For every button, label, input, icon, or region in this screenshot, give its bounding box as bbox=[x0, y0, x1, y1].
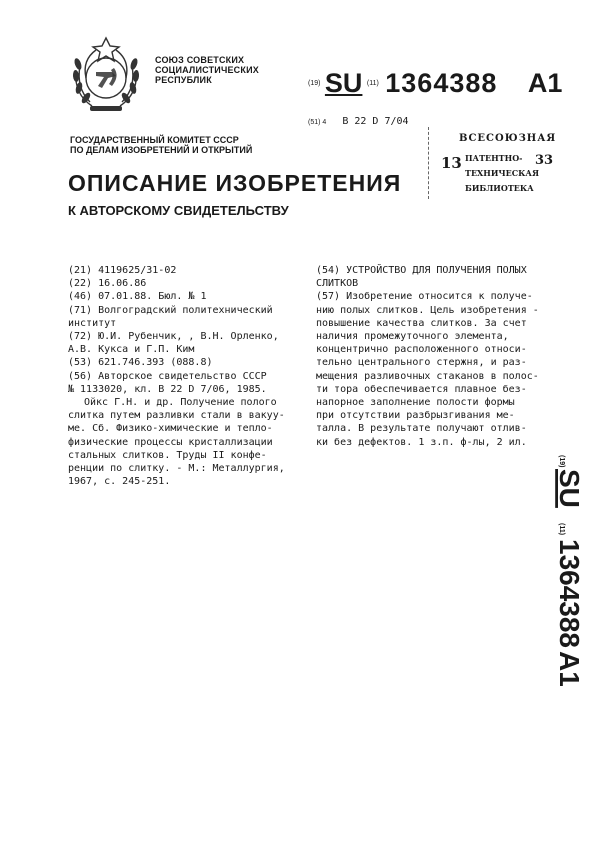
committee-line: ПО ДЕЛАМ ИЗОБРЕТЕНИЙ И ОТКРЫТИЙ bbox=[70, 145, 253, 155]
pub-number: 1364388 bbox=[385, 68, 498, 98]
biblio-line: физические процессы кристаллизации bbox=[68, 436, 273, 448]
committee-name bbox=[70, 135, 252, 155]
side-number: 1364388 bbox=[554, 539, 585, 649]
stamp-line: ПАТЕНТНО- bbox=[465, 153, 523, 163]
abstract-line: талла. В результате получают отлив- bbox=[316, 423, 527, 435]
biblio-line: № 1133020, кл. В 22 D 7/06, 1985. bbox=[68, 383, 267, 395]
document-title: ОПИСАНИЕ ИЗОБРЕТЕНИЯ bbox=[68, 170, 402, 196]
pub-code: (19) bbox=[308, 80, 321, 87]
biblio-line: институт bbox=[68, 317, 117, 329]
biblio-line: (21) 4119625/31-02 bbox=[68, 265, 177, 276]
abstract-line: концентрично расположенного относи- bbox=[316, 344, 527, 356]
pub-country: SU bbox=[324, 68, 363, 98]
biblio-line: А.В. Кукса и Г.П. Ким bbox=[68, 344, 195, 356]
abstract-line: тельно центрального стержня, и раз- bbox=[316, 357, 527, 369]
abstract-line: наличия промежуточного элемента, bbox=[316, 331, 509, 343]
invention-title-line: (54) УСТРОЙСТВО ДЛЯ ПОЛУЧЕНИЯ ПОЛЫХ bbox=[316, 265, 527, 276]
abstract-line: повышение качества слитков. За счет bbox=[316, 317, 527, 329]
pub-kind: A1 bbox=[527, 68, 563, 98]
biblio-line: Ойкс Г.Н. и др. Получение полого bbox=[84, 397, 277, 409]
country-line: СОЮЗ СОВЕТСКИХ bbox=[155, 55, 245, 65]
ussr-emblem-icon bbox=[62, 30, 150, 118]
biblio-line: (46) 07.01.88. Бюл. № 1 bbox=[68, 291, 207, 303]
document-subtitle: К АВТОРСКОМУ СВИДЕТЕЛЬСТВУ bbox=[68, 203, 289, 218]
library-stamp bbox=[428, 127, 559, 199]
publication-number bbox=[308, 68, 562, 99]
ipc-class: В 22 D 7/04 bbox=[342, 116, 409, 127]
biblio-line: (56) Авторское свидетельство СССР bbox=[68, 370, 267, 382]
num-code: (11) bbox=[366, 80, 379, 87]
abstract-line: ки без дефектов. 1 з.п. ф-лы, 2 ил. bbox=[316, 436, 527, 448]
abstract-line: (57) Изобретение относится к получе- bbox=[316, 291, 533, 303]
abstract-line: напорное заполнение полости формы bbox=[316, 397, 515, 409]
stamp-line: БИБЛИОТЕКА bbox=[465, 183, 534, 193]
abstract-line: при отсутствии разбрызгивания ме- bbox=[316, 410, 515, 422]
stamp-line: ТЕХНИЧЕСКАЯ bbox=[465, 168, 539, 178]
abstract-line: мещения разливочных стаканов в полос- bbox=[316, 370, 539, 382]
country-name bbox=[155, 55, 259, 85]
ipc-code: (51) 4 bbox=[308, 119, 327, 126]
stamp-line: ВСЕСОЮЗНАЯ bbox=[459, 133, 557, 144]
ipc-classification bbox=[308, 116, 409, 127]
biblio-line: (22) 16.06.86 bbox=[68, 278, 147, 290]
biblio-line: слитка путем разливки стали в вакуу- bbox=[68, 410, 285, 422]
side-code-19: (19) bbox=[558, 455, 565, 468]
biblio-line: стальных слитков. Труды II конфе- bbox=[68, 449, 267, 461]
biblio-line: 1967, с. 245-251. bbox=[68, 476, 171, 488]
biblio-line: ренции по слитку. - М.: Металлургия, bbox=[68, 463, 285, 475]
side-publication-number bbox=[520, 455, 585, 705]
invention-title-line: СЛИТКОВ bbox=[316, 278, 359, 290]
side-kind: A1 bbox=[554, 651, 585, 687]
abstract-line: нию полых слитков. Цель изобретения - bbox=[316, 304, 539, 316]
stamp-side-number: 33 bbox=[535, 153, 554, 168]
side-country: SU bbox=[554, 469, 585, 508]
country-line: СОЦИАЛИСТИЧЕСКИХ bbox=[155, 65, 259, 75]
biblio-line: (71) Волгоградский политехнический bbox=[68, 304, 273, 316]
biblio-line: ме. Сб. Физико-химические и тепло- bbox=[68, 423, 273, 435]
abstract bbox=[316, 264, 548, 449]
stamp-number: 13 bbox=[441, 154, 462, 172]
abstract-line: ти тора обеспечивается плавное без- bbox=[316, 383, 527, 395]
country-line: РЕСПУБЛИК bbox=[155, 75, 212, 85]
biblio-line: (72) Ю.И. Рубенчик, , В.Н. Орленко, bbox=[68, 331, 279, 343]
bibliographic-data bbox=[68, 264, 296, 488]
committee-line: ГОСУДАРСТВЕННЫЙ КОМИТЕТ СССР bbox=[70, 135, 239, 145]
side-code-11: (11) bbox=[558, 523, 565, 536]
biblio-line: (53) 621.746.393 (088.8) bbox=[68, 357, 213, 369]
